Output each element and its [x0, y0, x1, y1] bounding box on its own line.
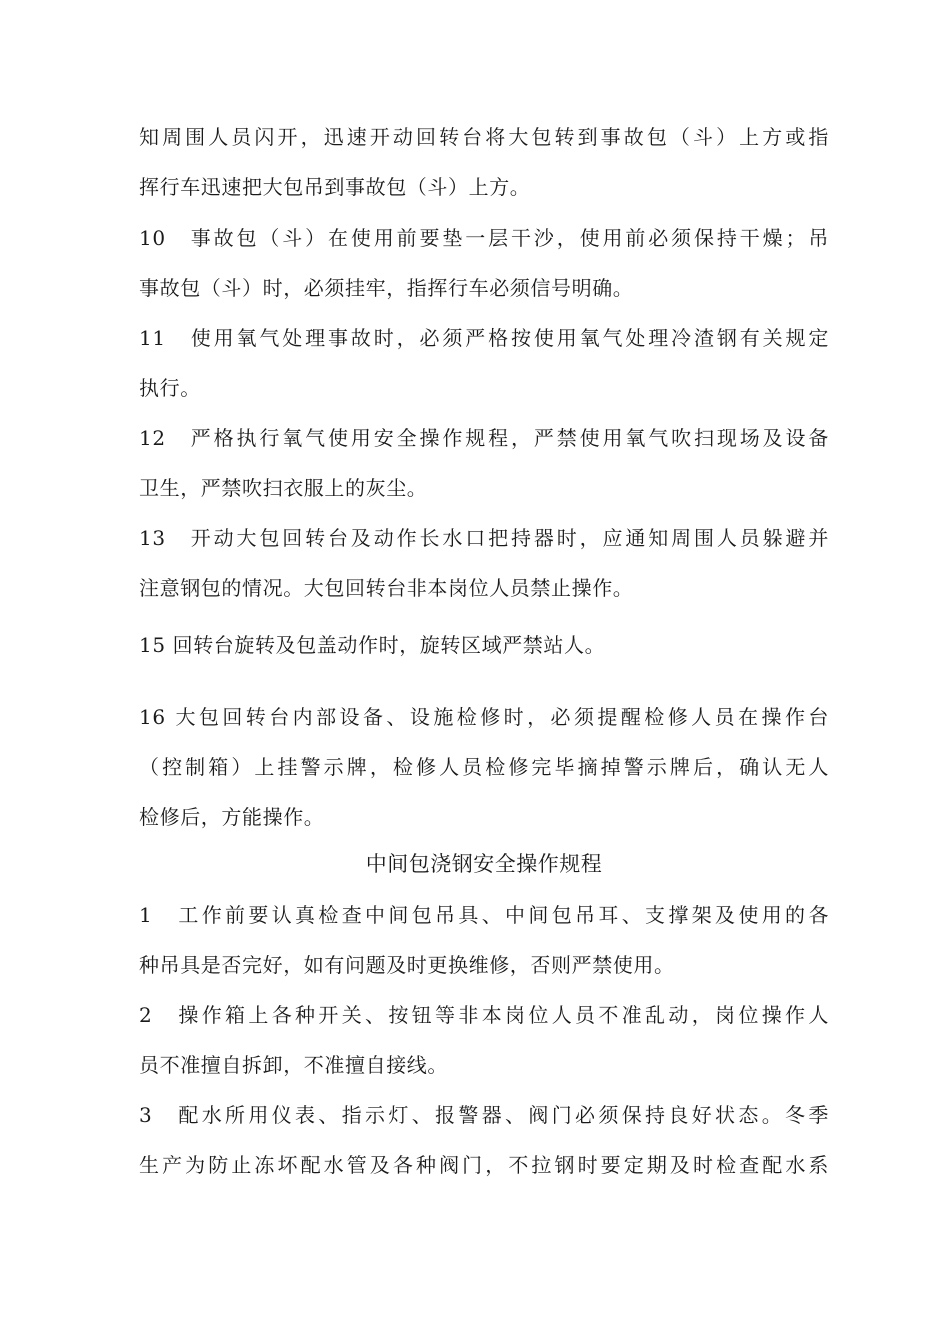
text-line: 3 配水所用仪表、指示灯、报警器、阀门必须保持良好状态。冬季 [139, 1103, 829, 1127]
text-line: 13 开动大包回转台及动作长水口把持器时，应通知周围人员躲避并 [139, 526, 829, 550]
text-line: 卫生，严禁吹扫衣服上的灰尘。 [139, 476, 428, 500]
text-line: 知周围人员闪开，迅速开动回转台将大包转到事故包（斗）上方或指 [139, 125, 829, 149]
text-line: 检修后，方能操作。 [139, 805, 325, 829]
text-line: 12 严格执行氧气使用安全操作规程，严禁使用氧气吹扫现场及设备 [139, 426, 829, 450]
text-line: 注意钢包的情况。大包回转台非本岗位人员禁止操作。 [139, 576, 634, 600]
text-line: 种吊具是否完好，如有问题及时更换维修，否则严禁使用。 [139, 953, 675, 977]
text-line: 15 回转台旋转及包盖动作时，旋转区域严禁站人。 [139, 633, 606, 657]
section-heading: 中间包浇钢安全操作规程 [365, 852, 603, 876]
text-line: 2 操作箱上各种开关、按钮等非本岗位人员不准乱动，岗位操作人 [139, 1003, 829, 1027]
text-line: 执行。 [139, 376, 201, 400]
text-line: 事故包（斗）时，必须挂牢，指挥行车必须信号明确。 [139, 276, 634, 300]
text-line: 1 工作前要认真检查中间包吊具、中间包吊耳、支撑架及使用的各 [139, 903, 829, 927]
text-line: 11 使用氧气处理事故时，必须严格按使用氧气处理冷渣钢有关规定 [139, 326, 829, 350]
text-line: 员不准擅自拆卸，不准擅自接线。 [139, 1053, 448, 1077]
text-line: 挥行车迅速把大包吊到事故包（斗）上方。 [139, 175, 531, 199]
text-line: （控制箱）上挂警示牌，检修人员检修完毕摘掉警示牌后，确认无人 [139, 755, 829, 779]
text-line: 生产为防止冻坏配水管及各种阀门，不拉钢时要定期及时检查配水系 [139, 1153, 829, 1177]
text-line: 16 大包回转台内部设备、设施检修时，必须提醒检修人员在操作台 [139, 705, 829, 729]
text-line: 10 事故包（斗）在使用前要垫一层干沙，使用前必须保持干燥；吊 [139, 226, 829, 250]
